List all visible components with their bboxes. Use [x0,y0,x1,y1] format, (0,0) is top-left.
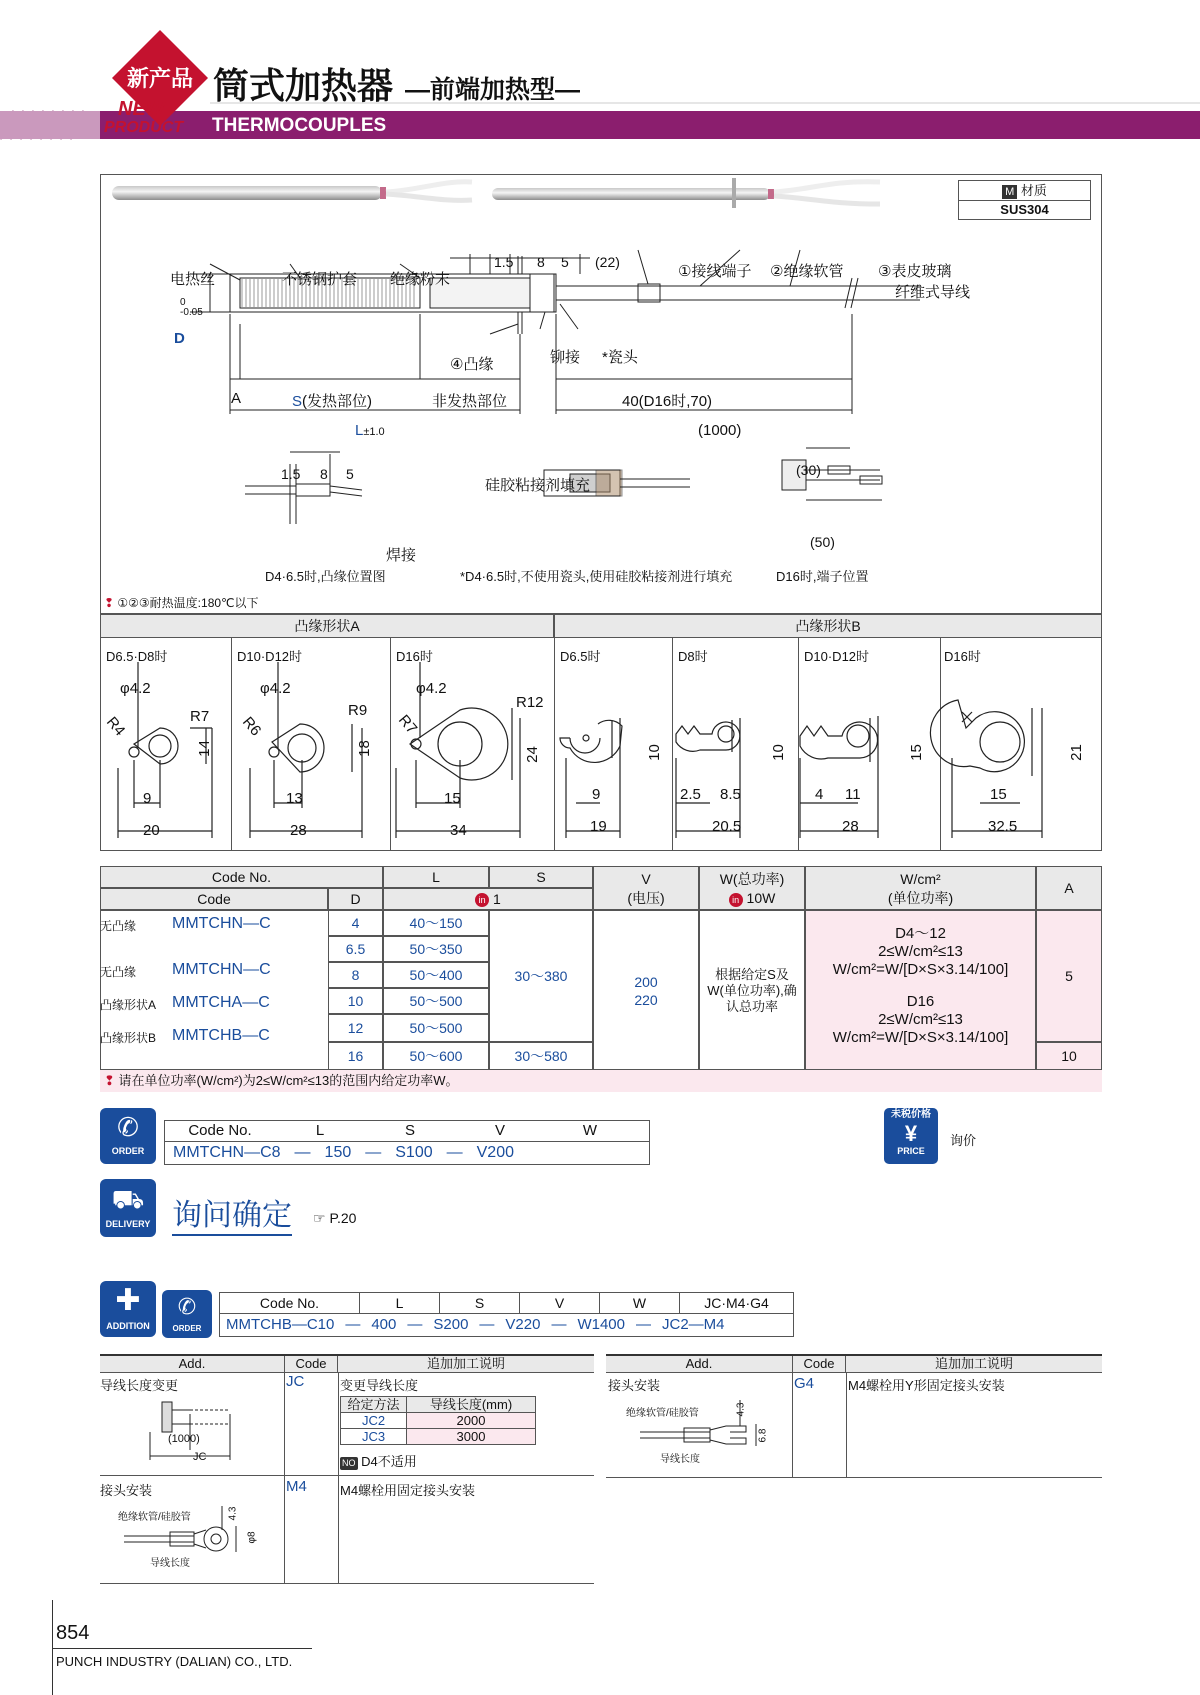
g4-desc: M4螺栓用Y形固定接头安装 [848,1378,1005,1393]
spec-h-d: D [328,888,383,910]
b4-w2: 32.5 [988,818,1018,835]
b3-w1a: 4 [815,786,824,803]
row6-d: 16 [328,1042,383,1070]
phone-icon: ✆ [117,1112,139,1142]
add-v-dash3: — [479,1316,495,1333]
order-icon: ✆ ORDER [100,1108,156,1164]
truck-icon: ⛟ [111,1184,145,1214]
row1-l: 40～150 [383,910,489,936]
row2-d: 6.5 [328,936,383,962]
order-v-v: V200 [476,1144,514,1161]
spec-h-wcm-sub: (单位功率) [887,890,954,906]
b4-w1: 15 [990,786,1007,803]
spec-a-1: 5 [1036,910,1102,1042]
spec-h-w-inc: 10W [746,890,776,906]
label-len-40: 40(D16时,70) [622,393,713,410]
spec-h-v-sub: (电压) [627,890,665,906]
a1-r1: R4 [102,713,129,740]
jc-sub-h1: 给定方法 [341,1397,407,1412]
dim-1-5: 1.5 [494,254,514,270]
add-left-h-code: Code [284,1356,338,1373]
add-v-code: MMTCHB—C10 [226,1316,335,1333]
row5-type: 凸缘形状B [100,1031,157,1045]
row5-d: 12 [328,1014,383,1042]
row4-d: 10 [328,988,383,1014]
m4-fig-hose: 绝缘软管/硅胶管 [118,1512,191,1523]
add-h-opt: JC·M4·G4 [704,1295,769,1311]
g4-fig-68: 6.8 [757,1428,769,1443]
order-h-v: V [494,1122,505,1139]
wcm-b1: D16 [906,993,935,1010]
heater-drawing [100,174,1102,614]
addition-order-icon: ✆ ORDER [162,1290,212,1338]
phone-icon-2: ✆ [177,1294,197,1319]
label-l-tol: ±1.0 [363,426,385,438]
order-v-dash2: — [365,1144,382,1161]
add-left-h-desc: 追加加工说明 [338,1356,594,1373]
flange-a2-title: D10·D12时 [237,649,303,664]
jc-row2-value: 3000 [407,1429,535,1444]
row3-d: 8 [328,962,383,988]
a3-r2: R12 [516,694,544,711]
delivery-text: 询问确定 [172,1198,292,1236]
jc-name: 导线长度变更 [100,1378,179,1393]
dim-8: 8 [537,254,545,270]
spec-w-text: 根据给定S及W(单位功率),确认总功率 [699,910,805,1070]
label-l: L [355,422,364,439]
flange-b-title: 凸缘形状B [554,614,1102,638]
company-name: PUNCH INDUSTRY (DALIAN) CO., LTD. [56,1654,293,1669]
jc-row1-value: 2000 [407,1413,535,1428]
add-v-dash2: — [407,1316,423,1333]
pointer-icon: ☞ [313,1210,326,1226]
add-h-s: S [440,1293,520,1313]
label-lead-2: 纤维式导线 [895,284,971,301]
page-subtitle: —前端加热型— [405,76,581,104]
sub3-dim-50: (50) [810,534,835,550]
m4-fig-43: 4.3 [227,1506,239,1521]
order-h-w: W [582,1122,598,1139]
badge-en-new: NEW [118,98,165,120]
spec-h-w: W(总功率) [719,871,785,887]
row3-type: 无凸缘 [100,965,137,979]
m4-code: M4 [286,1478,307,1495]
page-title: 筒式加热器 [213,65,394,106]
delivery-icon: ⛟ DELIVERY [100,1179,156,1237]
spec-h-v: V [641,871,651,887]
add-v-w: W1400 [577,1316,625,1333]
label-lead-1: ③表皮玻璃 [878,263,952,280]
spec-s-range-1: 30～380 [489,910,593,1042]
a2-h: 18 [355,740,373,757]
product-photo-2 [492,178,880,208]
order-v-dash3: — [446,1144,463,1161]
label-s-note: (发热部位) [302,393,373,410]
add-v-opt: JC2—M4 [662,1316,725,1333]
order-v-l: 150 [324,1144,352,1161]
flange-a1-title: D6.5·D8时 [106,649,168,664]
jc-sub-table [340,1396,536,1445]
a2-w2: 28 [290,822,307,839]
plus-icon: ✚ [115,1284,141,1317]
page-number: 854 [56,1622,90,1644]
row4-l: 50～500 [383,988,489,1014]
label-s: S [292,393,303,410]
addition-icon: ✚ ADDITION [100,1281,156,1337]
spec-note: 请在单位功率(W/cm²)为2≤W/cm²≤13的范围内给定功率W。 [118,1073,459,1088]
sub1-weld: 焊接 [386,547,417,564]
b3-w2: 28 [842,818,859,835]
g4-code: G4 [794,1375,815,1392]
spec-h-code: Code [100,888,328,910]
jc-fig-1000: (1000) [168,1433,200,1445]
jc-sub-h2: 导线长度(mm) [429,1397,513,1412]
price-text: 询价 [950,1133,977,1148]
g4-fig-43: 4.3 [735,1402,747,1417]
b1-w1: 9 [592,786,601,803]
a1-hole: φ4.2 [120,680,151,697]
flange-b3-title: D10·D12时 [804,649,870,664]
a2-r1: R6 [238,713,265,740]
label-porcelain: *瓷头 [602,349,638,366]
material-label: 材质 [1020,183,1047,198]
spec-v-200: 200 [634,974,658,990]
sub3-dim-30: (30) [796,462,821,478]
row5-code: MMTCHB—C [172,1027,270,1044]
flange-a-title: 凸缘形状A [100,614,554,638]
spec-s-range-2: 30～580 [489,1042,593,1070]
b3-w1: 11 [845,786,861,803]
a2-r2: R9 [348,702,368,719]
b1-h: 10 [645,744,663,761]
a2-w1: 13 [286,790,303,807]
sub2-caption: *D4·6.5时,不使用瓷头,使用硅胶粘接剂进行填充 [460,569,733,584]
add-left-h-add: Add. [100,1356,284,1373]
row3-l: 50～400 [383,962,489,988]
a1-w1: 9 [143,790,152,807]
delivery-ref[interactable]: P.20 [329,1210,357,1226]
add-v-s: S200 [433,1316,469,1333]
add-v-dash5: — [636,1316,651,1333]
order-v-dash1: — [294,1144,311,1161]
sub1-dim-8: 8 [320,466,328,482]
spec-h-l: L [383,866,489,888]
yen-icon: ¥ [904,1121,918,1146]
jc-row1-method: JC2 [341,1413,407,1428]
row1-type: 无凸缘 [100,919,137,933]
material-value: SUS304 [1000,202,1049,217]
m4-name: 接头安装 [100,1483,153,1498]
a3-hole: φ4.2 [416,680,447,697]
add-h-l: L [360,1293,440,1313]
label-flange: ④凸缘 [450,356,494,373]
spec-h-a: A [1036,866,1102,910]
m4-fig-8: φ8 [246,1531,258,1544]
add-right-h-code: Code [792,1356,846,1373]
jc-row2-method: JC3 [341,1429,407,1444]
b2-w1a: 2.5 [680,786,701,803]
b1-w2: 19 [590,818,607,835]
b2-h: 10 [769,744,787,761]
a1-w2: 20 [143,822,160,839]
heat-resist-note: ①②③耐热温度:180℃以下 [117,596,259,610]
spec-h-increment: 1 [493,891,501,907]
wcm-a3: W/cm²=W/[D×S×3.14/100] [832,961,1009,978]
row3-code: MMTCHN—C [172,961,271,978]
flange-b2-title: D8时 [678,649,708,664]
g4-fig-hose: 绝缘软管/硅胶管 [626,1408,699,1419]
label-hose: ②绝缘软管 [770,263,844,280]
add-h-v: V [520,1293,600,1313]
add-v-dash1: — [345,1316,361,1333]
add-h-code: Code No. [220,1293,360,1313]
a1-h: 14 [195,740,213,757]
wcm-b3: W/cm²=W/[D×S×3.14/100] [832,1029,1009,1046]
order-h-s: S [404,1122,415,1139]
add-right-h-desc: 追加加工说明 [846,1356,1102,1373]
label-sheath: 不锈钢护套 [282,271,358,288]
flange-b4-title: D16时 [944,649,981,664]
jc-fig-jc: JC [193,1451,207,1463]
dim-5: 5 [561,254,569,270]
sub1-dim-1-5: 1.5 [281,466,301,482]
b2-w1: 8.5 [720,786,741,803]
spec-h-codeno: Code No. [100,866,383,888]
add-h-w: W [600,1293,680,1313]
add-v-dash4: — [551,1316,567,1333]
label-len-1000: (1000) [698,422,742,439]
a1-r2: R7 [190,708,210,725]
jc-no-text: D4不适用 [361,1454,417,1469]
jc-desc: 变更导线长度 [340,1378,419,1393]
spec-a-2: 10 [1036,1042,1102,1070]
jc-code: JC [286,1373,305,1390]
flange-b1-title: D6.5时 [560,649,601,664]
order-v-code: MMTCHN—C8 [173,1144,281,1161]
sub3-caption: D16时,端子位置 [776,569,869,584]
material-icon: M [1002,185,1017,199]
add-v-v: V220 [505,1316,541,1333]
spec-h-s: S [489,866,593,888]
new-product-badge: 新产品 [126,66,193,91]
wcm-a2: 2≤W/cm²≤13 [878,943,963,960]
add-v-l: 400 [371,1316,397,1333]
row5-l: 50～500 [383,1014,489,1042]
note-icon: ❢ [104,596,115,610]
label-d-tol: 0 -0.05 [180,297,203,318]
order-v-s: S100 [395,1144,433,1161]
wcm-a1: D4～12 [895,925,946,942]
spec-h-wcm: W/cm² [900,871,941,887]
b2-w2: 20.5 [712,818,742,835]
badge-en-product: PRODUCT [104,119,184,136]
sub1-dim-5: 5 [346,466,354,482]
m4-desc: M4螺栓用固定接头安装 [340,1483,476,1498]
a3-w2: 34 [450,822,467,839]
spec-code-col [100,910,328,1070]
label-d: D [174,330,185,347]
row2-l: 50～350 [383,936,489,962]
label-non-heating: 非发热部位 [432,393,508,410]
sub2-title: 硅胶粘接剂填充 [485,477,591,494]
price-icon: 未税价格 ¥ PRICE [884,1108,938,1164]
row1-d: 4 [328,910,383,936]
label-rivet: 铆接 [550,349,581,366]
wcm-b2: 2≤W/cm²≤13 [878,1011,963,1028]
label-powder: 绝缘粉末 [390,271,451,288]
g4-name: 接头安装 [608,1378,661,1393]
b4-h: 21 [1067,744,1085,761]
product-photo-1 [112,182,472,201]
increment-icon: in [475,893,489,907]
a3-h: 24 [523,746,541,763]
row4-type: 凸缘形状A [100,998,157,1012]
row6-l: 50～600 [383,1042,489,1070]
addition-example [219,1292,794,1337]
price-label: 未税价格 [891,1109,931,1120]
row1-code: MMTCHN—C [172,915,271,932]
label-terminal: ①接线端子 [678,263,752,280]
row4-code: MMTCHA—C [172,994,270,1011]
label-a: A [231,390,242,407]
a2-hole: φ4.2 [260,680,291,697]
g4-fig-length: 导线长度 [660,1454,700,1465]
flange-a3-title: D16时 [396,649,433,664]
no-icon: NO [342,1458,356,1468]
increment-icon-2: in [729,893,743,907]
add-right-h-add: Add. [606,1356,792,1373]
spec-note-icon: ❢ [104,1073,115,1088]
m4-fig-length: 导线长度 [150,1558,190,1569]
label-heating-wire: 电热丝 [170,271,216,288]
subtitle-en: THERMOCOUPLES [212,115,387,136]
sub1-caption: D4·6.5时,凸缘位置图 [265,569,386,584]
order-example [164,1120,650,1165]
b3-h: 15 [907,744,925,761]
order-h-l: L [315,1122,325,1139]
spec-v-220: 220 [634,992,658,1008]
sub-drawing-flange-position [245,452,362,524]
order-h-code: Code No. [188,1122,252,1139]
a3-w1: 15 [444,790,461,807]
a3-r1: R7 [394,711,421,738]
dim-22: (22) [595,254,620,270]
